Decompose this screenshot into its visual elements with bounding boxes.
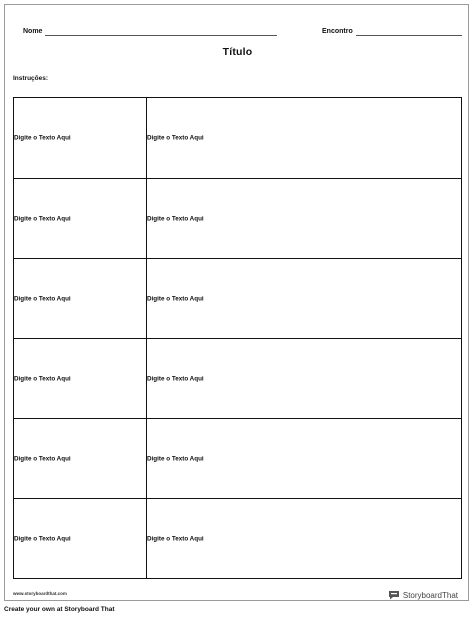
logo-text: StoryboardThat xyxy=(402,590,458,600)
grid-row xyxy=(14,498,461,578)
cell-text-right[interactable]: Digite o Texto Aqui xyxy=(147,375,204,383)
name-field-line[interactable] xyxy=(45,35,277,36)
grid-row xyxy=(14,258,461,338)
footer-url[interactable]: www.storyboardthat.com xyxy=(13,591,67,596)
cell-text-right[interactable]: Digite o Texto Aqui xyxy=(147,295,204,303)
text-grid xyxy=(13,97,462,579)
cell-text-left[interactable]: Digite o Texto Aqui xyxy=(14,295,71,303)
storyboard-logo-icon xyxy=(388,590,400,600)
cell-text-right[interactable]: Digite o Texto Aqui xyxy=(147,134,204,142)
cell-text-right[interactable]: Digite o Texto Aqui xyxy=(147,535,204,543)
column-divider xyxy=(146,98,147,578)
cell-text-left[interactable]: Digite o Texto Aqui xyxy=(14,375,71,383)
grid-row xyxy=(14,98,461,178)
name-label: Nome xyxy=(23,28,43,35)
cell-text-right[interactable]: Digite o Texto Aqui xyxy=(147,455,204,463)
cell-text-left[interactable]: Digite o Texto Aqui xyxy=(14,455,71,463)
date-field-line[interactable] xyxy=(356,35,462,36)
grid-row xyxy=(14,418,461,498)
date-label: Encontro xyxy=(322,28,353,35)
cell-text-left[interactable]: Digite o Texto Aqui xyxy=(14,134,71,142)
create-own-caption[interactable]: Create your own at Storyboard That xyxy=(4,606,115,613)
cell-text-left[interactable]: Digite o Texto Aqui xyxy=(14,215,71,223)
grid-row xyxy=(14,338,461,418)
grid-row xyxy=(14,178,461,258)
instructions-label[interactable]: Instruções: xyxy=(13,75,49,82)
worksheet-page xyxy=(4,4,469,601)
storyboardthat-logo[interactable] xyxy=(388,590,458,600)
cell-text-right[interactable]: Digite o Texto Aqui xyxy=(147,215,204,223)
page-title[interactable]: Título xyxy=(222,46,253,58)
cell-text-left[interactable]: Digite o Texto Aqui xyxy=(14,535,71,543)
